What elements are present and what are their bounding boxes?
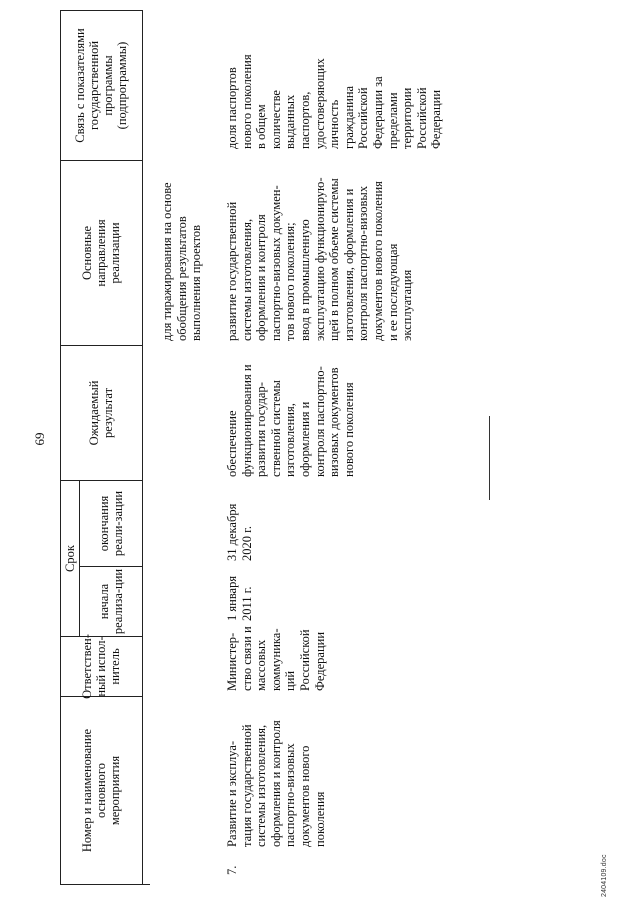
end-of-table-rule: [489, 416, 490, 500]
continuation-directions: для тиражирования на основе обобщения результатов выполнения проектов: [160, 182, 204, 341]
header-term: Срок: [60, 481, 79, 637]
table-bottom-edge: [142, 884, 150, 885]
row-measure: Развитие и эксплуа- тация государственной системы изготовления, оформления и контроля паспортно-визовых документов нового поколения: [225, 720, 327, 847]
header-executor: Ответствен-ный испол-нитель: [60, 637, 142, 697]
row-executor: Министер- ство связи и массовых коммуника- ций Российской Федерации: [225, 626, 327, 691]
page-number: 69: [32, 432, 47, 446]
row-number: 7.: [225, 865, 239, 875]
file-code: 2404109.doc: [601, 854, 608, 897]
header-result: Ожидаемый результат: [60, 346, 142, 481]
header-indicators: Связь с показателями государственной программы (подпрограммы): [60, 10, 142, 161]
row-end: 31 декабря 2020 г.: [225, 503, 254, 561]
table-header-bottom-border: [142, 10, 143, 885]
row-result: обеспечение функционирования и развития государ- ственной системы изготовления, оформления и контроля паспортно- визовых документов нового поколения: [225, 364, 356, 477]
header-directions: Основные направления реализации: [60, 161, 142, 346]
header-term-start: начала реализа-ции: [79, 567, 142, 637]
header-measure: Номер и наименование основного мероприятия: [60, 697, 142, 885]
row-indicators: доля паспортов нового поколения в общем количестве выданных паспортов, удостоверяющих личность гражданина Российской Федерации за пределами территории Российской Федерации: [225, 54, 444, 149]
row-directions: развитие государственной системы изготовления, оформления и контроля паспортно-визовых докумен- тов нового поколения; ввод в промышленную эксплуатацию функционирую- щей в полном объеме системы изготовления, оформления и контроля паспортно-визовых документов нового поколения и ее последующая эксплуатация: [225, 177, 415, 341]
header-term-end: окончания реали-зации: [79, 481, 142, 567]
row-start: 1 января 2011 г.: [225, 575, 254, 621]
